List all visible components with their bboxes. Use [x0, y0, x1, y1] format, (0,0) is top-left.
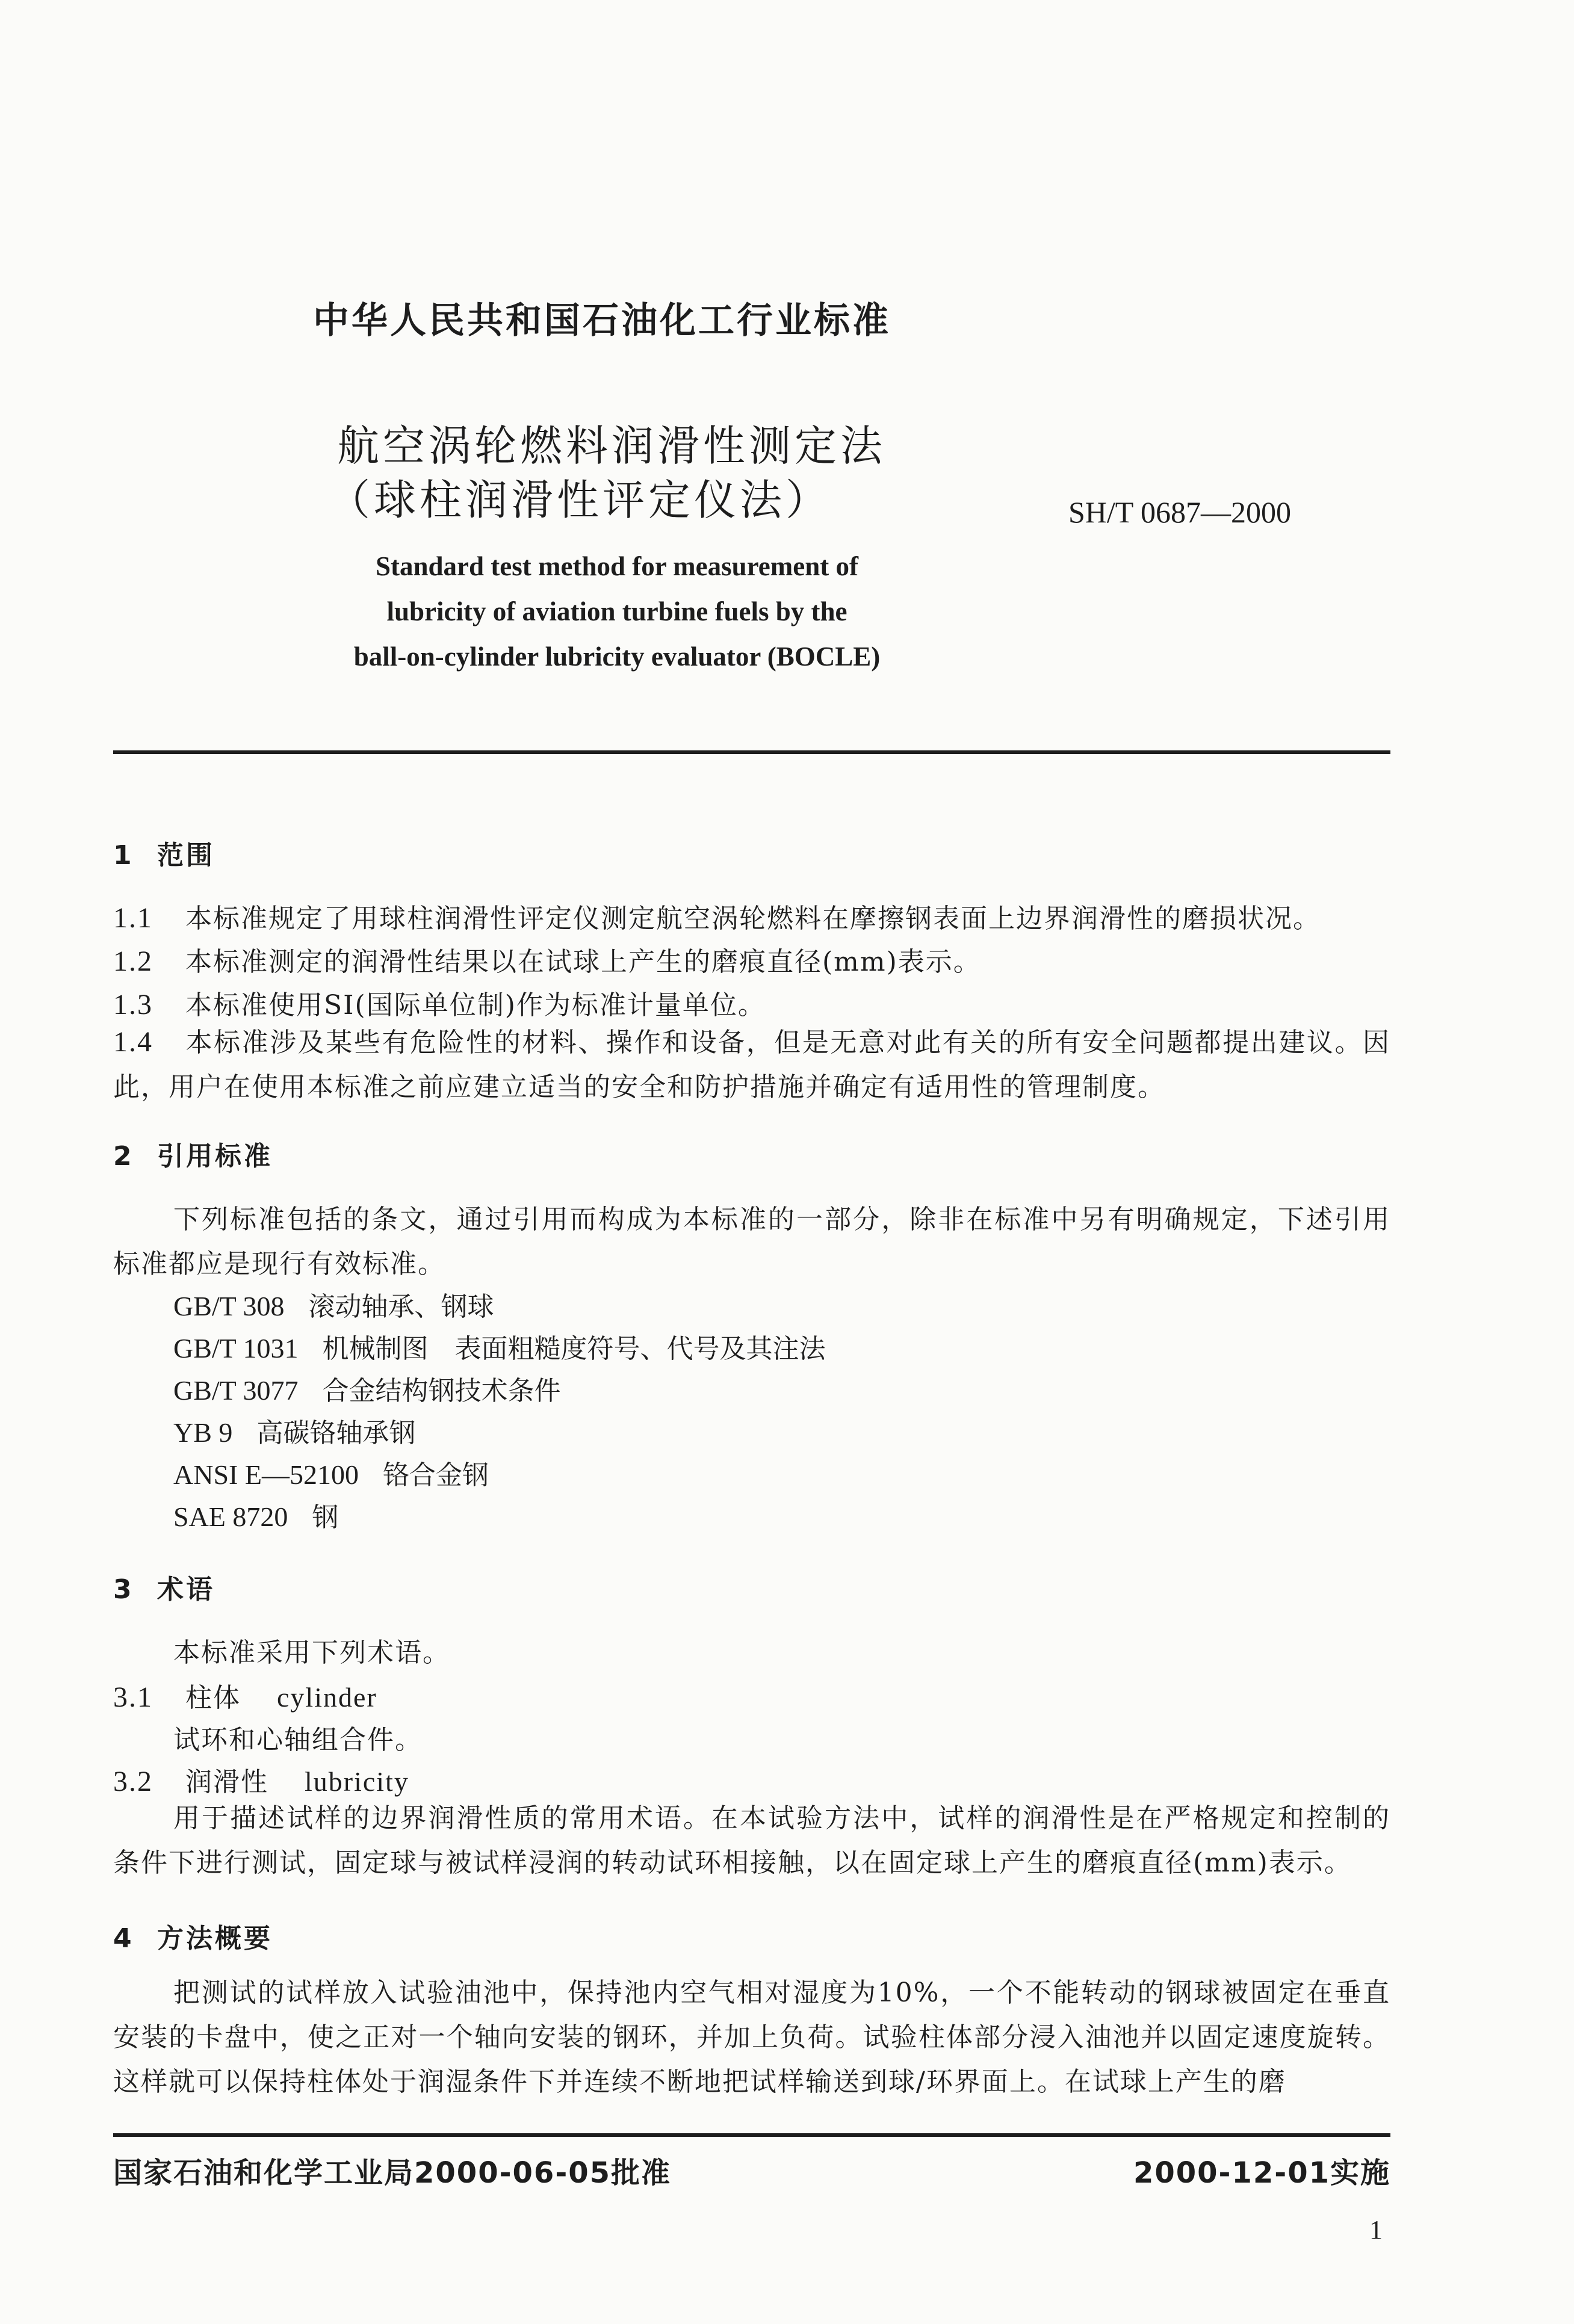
- section-title: 术语: [157, 1574, 215, 1605]
- term-number: 3.1: [113, 1681, 153, 1713]
- clause-number: 1.4: [113, 1026, 153, 1058]
- section-2-intro: 下列标准包括的条文，通过引用而构成为本标准的一部分，除非在标准中另有明确规定，下述引用标准都应是现行有效标准。: [113, 1204, 1390, 1279]
- title-chinese-line2: （球柱润滑性评定仪法）: [328, 475, 831, 525]
- reference-name: 机械制图 表面粗糙度符号、代号及其注法: [322, 1334, 826, 1364]
- clause-1-2: [113, 940, 981, 978]
- reference-name: 铬合金钢: [382, 1460, 489, 1491]
- clause-text: 本标准测定的润滑性结果以在试球上产生的磨痕直径(mm)表示。: [185, 947, 981, 977]
- section-title: 引用标准: [157, 1141, 273, 1172]
- title-chinese-line1: 航空涡轮燃料润滑性测定法: [337, 421, 886, 471]
- section-4-text: 把测试的试样放入试验油池中，保持池内空气相对湿度为10%，一个不能转动的钢球被固定在垂直安装的卡盘中，使之正对一个轴向安装的钢环，并加上负荷。试验柱体部分浸入油池并以固定速度旋转。这样就可以保持柱体处于润湿条件下并连续不断地把试样输送到球/环界面上。在试球上产生的磨: [113, 1977, 1390, 2097]
- reference-item: [173, 1453, 489, 1492]
- section-title: 方法概要: [157, 1923, 273, 1954]
- clause-text: 本标准使用SI(国际单位制)作为标准计量单位。: [185, 990, 766, 1021]
- reference-code: SAE 8720: [173, 1501, 288, 1532]
- reference-name: 合金结构钢技术条件: [322, 1376, 561, 1406]
- section-1-heading: [113, 833, 215, 872]
- term-chinese: 润滑性: [185, 1767, 268, 1797]
- clause-1-3: [113, 983, 766, 1022]
- reference-code: YB 9: [173, 1417, 233, 1448]
- clause-number: 1.1: [113, 902, 153, 934]
- section-3-intro: 本标准采用下列术语。: [173, 1637, 450, 1668]
- clause-1-4: [113, 1020, 1390, 1110]
- section-2-heading: [113, 1134, 273, 1173]
- header-divider: [113, 750, 1390, 754]
- section-number: 3: [113, 1574, 132, 1605]
- term-3-2-definition: 用于描述试样的边界润滑性质的常用术语。在本试验方法中，试样的润滑性是在严格规定和控制的条件下进行测试，固定球与被试样浸润的转动试环相接触，以在固定球上产生的磨痕直径(mm)表示。: [113, 1803, 1390, 1878]
- issuing-organization: 中华人民共和国石油化工行业标准: [313, 300, 891, 342]
- implementation-date: 2000-12-01实施: [1133, 2156, 1390, 2190]
- reference-item: [173, 1327, 825, 1365]
- reference-code: GB/T 308: [173, 1291, 285, 1321]
- reference-name: 滚动轴承、钢球: [308, 1291, 494, 1322]
- title-english-line3: ball-on-cylinder lubricity evaluator (BOCLE): [353, 641, 881, 672]
- reference-item: [173, 1285, 494, 1323]
- title-english-line1: Standard test method for measurement of: [375, 551, 858, 581]
- section-number: 1: [113, 840, 132, 871]
- footer-divider: [113, 2133, 1390, 2137]
- reference-name: 钢: [312, 1502, 339, 1533]
- approval-date: 国家石油和化学工业局2000-06-05批准: [113, 2156, 672, 2190]
- section-number: 4: [113, 1923, 132, 1954]
- title-english-line2: lubricity of aviation turbine fuels by the: [386, 596, 847, 626]
- section-title: 范围: [157, 840, 215, 871]
- term-english: lubricity: [305, 1766, 409, 1797]
- term-3-2: [113, 1760, 409, 1799]
- standard-code: SH/T 0687—2000: [1068, 495, 1291, 529]
- term-english: cylinder: [277, 1682, 377, 1713]
- clause-text: 本标准规定了用球柱润滑性评定仪测定航空涡轮燃料在摩擦钢表面上边界润滑性的磨损状况。: [185, 903, 1321, 934]
- section-3-heading: [113, 1568, 215, 1606]
- term-3-1: [113, 1676, 377, 1714]
- reference-code: GB/T 3077: [173, 1375, 299, 1406]
- reference-item: [173, 1495, 338, 1534]
- reference-item: [173, 1369, 560, 1408]
- clause-1-1: [113, 897, 1321, 935]
- section-4-heading: [113, 1917, 273, 1955]
- clause-number: 1.3: [113, 989, 153, 1021]
- term-number: 3.2: [113, 1766, 153, 1797]
- reference-name: 高碳铬轴承钢: [256, 1418, 416, 1448]
- reference-item: [173, 1411, 415, 1450]
- clause-number: 1.2: [113, 945, 153, 977]
- reference-code: GB/T 1031: [173, 1333, 299, 1364]
- term-chinese: 柱体: [185, 1683, 241, 1713]
- term-3-1-definition: 试环和心轴组合件。: [173, 1725, 423, 1755]
- page-number: 1: [1369, 2215, 1383, 2245]
- reference-code: ANSI E—52100: [173, 1459, 359, 1490]
- clause-text: 本标准涉及某些有危险性的材料、操作和设备，但是无意对此有关的所有安全问题都提出建议。因此，用户在使用本标准之前应建立适当的安全和防护措施并确定有适用性的管理制度。: [113, 1027, 1390, 1102]
- section-number: 2: [113, 1141, 132, 1172]
